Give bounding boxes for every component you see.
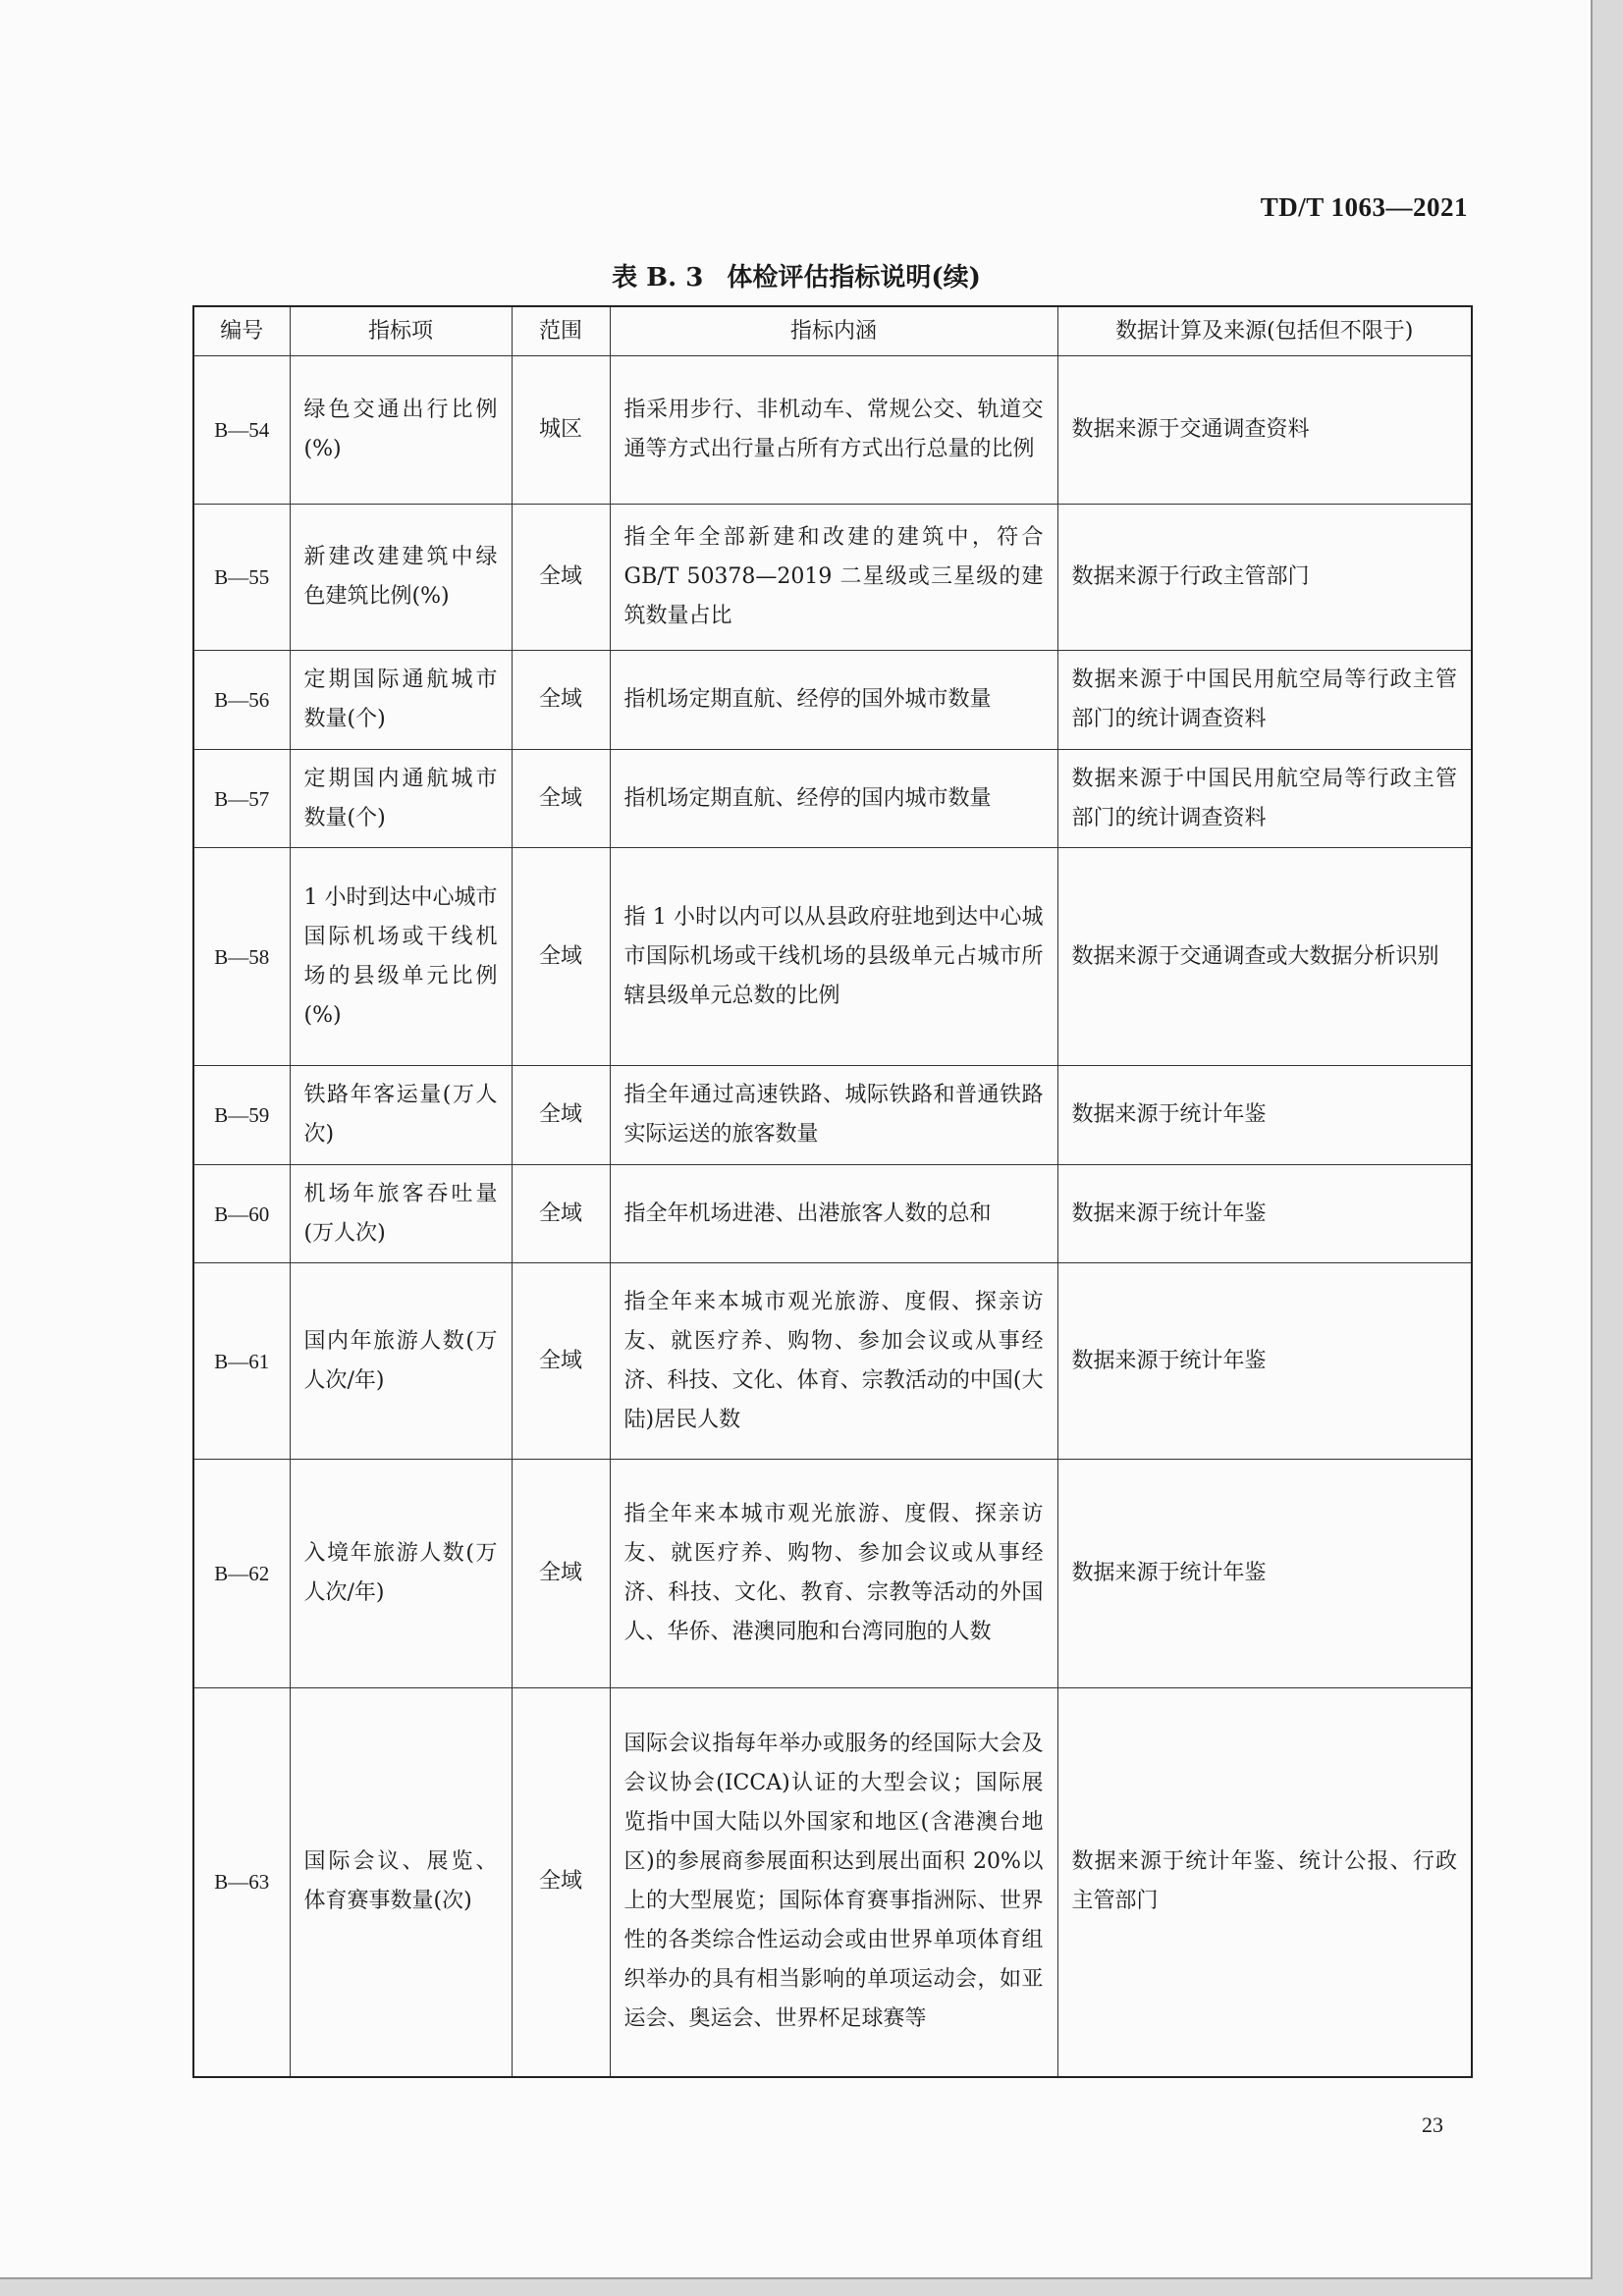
column-header-scope: 范围	[512, 306, 610, 356]
standard-code: TD/T 1063—2021	[1260, 192, 1468, 222]
row-code: B—63	[193, 1688, 290, 2077]
row-source: 数据来源于统计年鉴	[1057, 1066, 1472, 1165]
table-row	[193, 651, 1472, 750]
row-code: B—56	[193, 651, 290, 750]
page-number: 23	[1422, 2112, 1443, 2137]
row-description: 指机场定期直航、经停的国内城市数量	[610, 750, 1057, 848]
row-scope: 全域	[512, 848, 610, 1066]
row-scope: 全域	[512, 750, 610, 848]
row-item: 机场年旅客吞吐量(万人次)	[290, 1165, 512, 1263]
row-item: 定期国际通航城市数量(个)	[290, 651, 512, 750]
row-code: B—61	[193, 1263, 290, 1460]
row-description: 指 1 小时以内可以从县政府驻地到达中心城市国际机场或干线机场的县级单元占城市所辖县级单元总数的比例	[610, 848, 1057, 1066]
row-description: 指全年全部新建和改建的建筑中，符合GB/T 50378—2019 二星级或三星级的建筑数量占比	[610, 505, 1057, 651]
row-description: 指全年机场进港、出港旅客人数的总和	[610, 1165, 1057, 1263]
table-row	[193, 1066, 1472, 1165]
indicator-table	[192, 305, 1473, 2078]
column-header-item: 指标项	[290, 306, 512, 356]
row-scope: 城区	[512, 356, 610, 505]
row-code: B—57	[193, 750, 290, 848]
row-item: 新建改建建筑中绿色建筑比例(%)	[290, 505, 512, 651]
table-row	[193, 1263, 1472, 1460]
column-header-source: 数据计算及来源(包括但不限于)	[1057, 306, 1472, 356]
table-caption	[0, 257, 1593, 294]
row-item: 绿色交通出行比例(%)	[290, 356, 512, 505]
row-scope: 全域	[512, 1165, 610, 1263]
table-row	[193, 750, 1472, 848]
column-header-description: 指标内涵	[610, 306, 1057, 356]
row-scope: 全域	[512, 1066, 610, 1165]
row-item: 国内年旅游人数(万人次/年)	[290, 1263, 512, 1460]
row-code: B—62	[193, 1460, 290, 1688]
table-number: 表 B. 3	[612, 263, 704, 293]
row-scope: 全域	[512, 505, 610, 651]
table-row	[193, 848, 1472, 1066]
table-row	[193, 1688, 1472, 2077]
row-scope: 全域	[512, 1688, 610, 2077]
row-code: B—59	[193, 1066, 290, 1165]
row-source: 数据来源于交通调查资料	[1057, 356, 1472, 505]
row-source: 数据来源于中国民用航空局等行政主管部门的统计调查资料	[1057, 651, 1472, 750]
row-description: 指全年通过高速铁路、城际铁路和普通铁路实际运送的旅客数量	[610, 1066, 1057, 1165]
row-item: 国际会议、展览、体育赛事数量(次)	[290, 1688, 512, 2077]
row-source: 数据来源于统计年鉴	[1057, 1165, 1472, 1263]
row-description: 指机场定期直航、经停的国外城市数量	[610, 651, 1057, 750]
row-scope: 全域	[512, 1263, 610, 1460]
table-row	[193, 505, 1472, 651]
row-scope: 全域	[512, 651, 610, 750]
table-row	[193, 356, 1472, 505]
row-item: 入境年旅游人数(万人次/年)	[290, 1460, 512, 1688]
row-source: 数据来源于统计年鉴、统计公报、行政主管部门	[1057, 1688, 1472, 2077]
row-description: 指采用步行、非机动车、常规公交、轨道交通等方式出行量占所有方式出行总量的比例	[610, 356, 1057, 505]
row-source: 数据来源于交通调查或大数据分析识别	[1057, 848, 1472, 1066]
row-source: 数据来源于统计年鉴	[1057, 1263, 1472, 1460]
row-description: 指全年来本城市观光旅游、度假、探亲访友、就医疗养、购物、参加会议或从事经济、科技、文化、教育、宗教等活动的外国人、华侨、港澳同胞和台湾同胞的人数	[610, 1460, 1057, 1688]
row-item: 定期国内通航城市数量(个)	[290, 750, 512, 848]
row-description: 国际会议指每年举办或服务的经国际大会及会议协会(ICCA)认证的大型会议；国际展览指中国大陆以外国家和地区(含港澳台地区)的参展商参展面积达到展出面积 20%以上的大型展览；国际体育赛事指洲际、世界性的各类综合性运动会或由世界单项体育组织举办的具有相当影响的单项运动会，如亚运会、奥运会、世界杯足球赛等	[610, 1688, 1057, 2077]
row-code: B—58	[193, 848, 290, 1066]
table-row	[193, 1460, 1472, 1688]
row-source: 数据来源于中国民用航空局等行政主管部门的统计调查资料	[1057, 750, 1472, 848]
row-code: B—60	[193, 1165, 290, 1263]
row-description: 指全年来本城市观光旅游、度假、探亲访友、就医疗养、购物、参加会议或从事经济、科技、文化、体育、宗教活动的中国(大陆)居民人数	[610, 1263, 1057, 1460]
table-title: 体检评估指标说明(续)	[727, 263, 981, 293]
row-scope: 全域	[512, 1460, 610, 1688]
table-header-row	[193, 306, 1472, 356]
row-code: B—55	[193, 505, 290, 651]
row-item: 铁路年客运量(万人次)	[290, 1066, 512, 1165]
row-source: 数据来源于行政主管部门	[1057, 505, 1472, 651]
row-source: 数据来源于统计年鉴	[1057, 1460, 1472, 1688]
table-row	[193, 1165, 1472, 1263]
row-item: 1 小时到达中心城市国际机场或干线机场的县级单元比例(%)	[290, 848, 512, 1066]
column-header-code: 编号	[193, 306, 290, 356]
row-code: B—54	[193, 356, 290, 505]
